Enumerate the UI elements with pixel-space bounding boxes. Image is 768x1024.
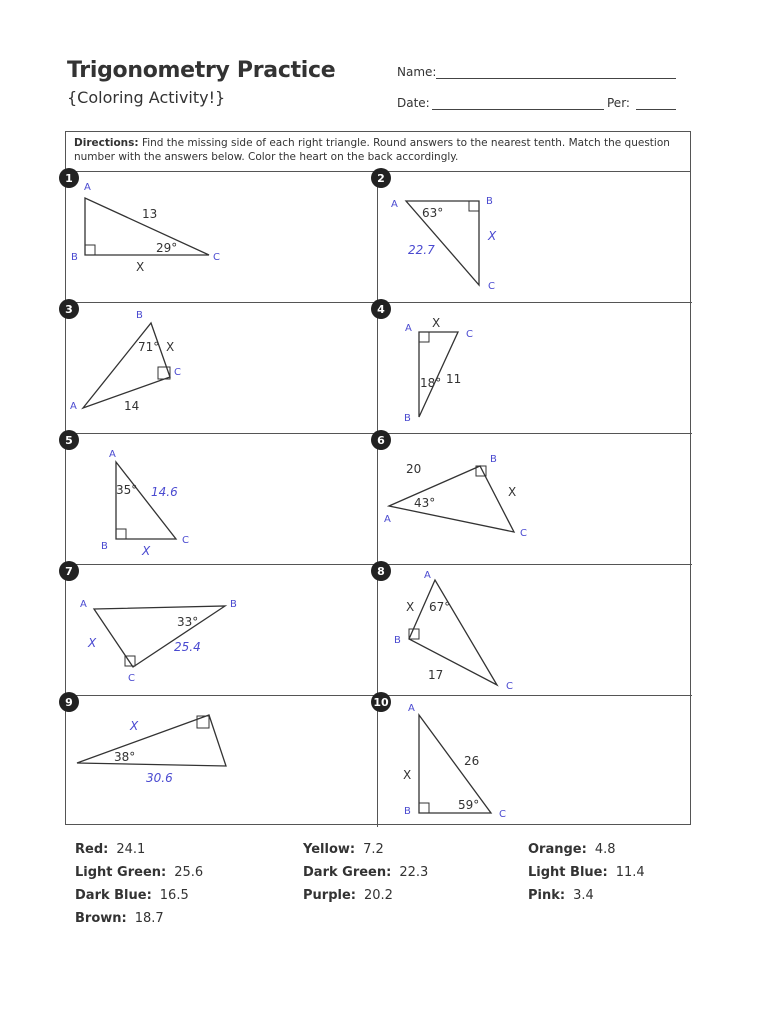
given-side-label: 11	[446, 372, 462, 386]
answer-dark-green: Dark Green: 22.3	[303, 865, 429, 880]
problem-cell-8	[378, 565, 692, 696]
given-angle-label: 63°	[422, 206, 444, 220]
vertex-label: B	[404, 806, 411, 817]
vertex-label: C	[466, 329, 473, 340]
given-side-label: 14	[124, 399, 140, 413]
vertex-label: A	[424, 570, 431, 581]
problem-cell-1	[66, 172, 378, 303]
given-angle-label: 59°	[458, 798, 480, 812]
problem-number-badge: 3	[59, 299, 79, 319]
vertex-label: A	[405, 323, 412, 334]
right-triangle-diagram	[378, 696, 688, 826]
triangle-outline	[83, 323, 170, 408]
problem-number-badge: 9	[59, 692, 79, 712]
vertex-label: A	[70, 401, 77, 412]
given-side-label: 17	[428, 668, 444, 682]
period-label: Per:	[607, 96, 630, 110]
answer-dark-blue: Dark Blue: 16.5	[75, 888, 189, 903]
vertex-label: C	[128, 673, 135, 684]
right-triangle-diagram	[66, 696, 376, 826]
problem-number-badge: 6	[371, 430, 391, 450]
page-subtitle: {Coloring Activity!}	[67, 88, 226, 107]
problem-number-badge: 7	[59, 561, 79, 581]
problem-cell-2	[378, 172, 692, 303]
vertex-label: A	[391, 199, 398, 210]
right-angle-marker	[116, 529, 126, 539]
given-side-label: 30.6	[146, 771, 173, 785]
right-angle-marker	[85, 245, 95, 255]
problem-cell-4	[378, 303, 692, 434]
problem-number-badge: 2	[371, 168, 391, 188]
given-angle-label: 43°	[414, 496, 436, 510]
answer-key	[75, 842, 695, 942]
unknown-side-label: X	[88, 636, 97, 650]
vertex-label: A	[384, 514, 391, 525]
problem-number-badge: 10	[371, 692, 391, 712]
vertex-label: B	[136, 310, 143, 321]
answer-yellow: Yellow: 7.2	[303, 842, 384, 857]
problem-number-badge: 5	[59, 430, 79, 450]
unknown-side-label: X	[488, 229, 497, 243]
date-label: Date:	[397, 96, 430, 110]
problem-cell-6	[378, 434, 692, 565]
vertex-label: C	[499, 809, 506, 820]
vertex-label: C	[488, 281, 495, 292]
triangle-outline	[116, 462, 176, 539]
unknown-side-label: X	[142, 544, 151, 558]
answer-pink: Pink: 3.4	[528, 888, 594, 903]
problem-cell-10	[373, 695, 692, 827]
vertex-label: C	[213, 252, 220, 263]
answer-light-green: Light Green: 25.6	[75, 865, 204, 880]
answer-orange: Orange: 4.8	[528, 842, 616, 857]
triangle-outline	[409, 580, 497, 685]
right-triangle-diagram	[66, 172, 376, 302]
given-side-label: 25.4	[174, 640, 201, 654]
unknown-side-label: X	[432, 316, 441, 330]
right-triangle-diagram	[66, 303, 376, 433]
date-field[interactable]	[432, 109, 604, 110]
unknown-side-label: X	[403, 768, 412, 782]
page-title: Trigonometry Practice	[67, 58, 336, 83]
given-angle-label: 71°	[138, 340, 160, 354]
answer-red: Red: 24.1	[75, 842, 146, 857]
right-angle-marker	[419, 803, 429, 813]
vertex-label: B	[394, 635, 401, 646]
problem-number-badge: 4	[371, 299, 391, 319]
problem-cell-5	[66, 434, 378, 565]
problem-number-badge: 1	[59, 168, 79, 188]
given-angle-label: 35°	[116, 483, 138, 497]
vertex-label: A	[408, 703, 415, 714]
right-triangle-diagram	[378, 565, 688, 695]
given-angle-label: 67°	[429, 600, 451, 614]
vertex-label: B	[404, 413, 411, 424]
triangle-outline	[77, 715, 226, 766]
vertex-label: B	[486, 196, 493, 207]
given-side-label: 26	[464, 754, 480, 768]
directions-box	[66, 132, 690, 172]
problem-cell-3	[66, 303, 378, 434]
answer-brown: Brown: 18.7	[75, 911, 164, 926]
name-field[interactable]	[436, 78, 676, 79]
right-angle-marker	[419, 332, 429, 342]
name-label: Name:	[397, 65, 437, 79]
given-angle-label: 29°	[156, 241, 178, 255]
vertex-label: C	[174, 367, 181, 378]
unknown-side-label: X	[508, 485, 517, 499]
unknown-side-label: X	[166, 340, 175, 354]
unknown-side-label: X	[130, 719, 139, 733]
given-angle-label: 33°	[177, 615, 199, 629]
unknown-side-label: X	[406, 600, 415, 614]
vertex-label: A	[80, 599, 87, 610]
triangle-outline	[94, 606, 225, 667]
given-side-label: 13	[142, 207, 158, 221]
directions-label: Directions:	[74, 137, 139, 149]
answer-light-blue: Light Blue: 11.4	[528, 865, 645, 880]
vertex-label: B	[230, 599, 237, 610]
unknown-side-label: X	[136, 260, 145, 274]
answer-purple: Purple: 20.2	[303, 888, 393, 903]
period-field[interactable]	[636, 109, 676, 110]
problem-cell-7	[66, 565, 378, 696]
triangle-outline	[419, 715, 491, 813]
vertex-label: C	[520, 528, 527, 539]
vertex-label: B	[490, 454, 497, 465]
given-angle-label: 18°	[420, 376, 442, 390]
given-angle-label: 38°	[114, 750, 136, 764]
given-side-label: 20	[406, 462, 422, 476]
vertex-label: B	[101, 541, 108, 552]
vertex-label: B	[71, 252, 78, 263]
problem-cell-9	[66, 696, 378, 827]
given-side-label: 14.6	[151, 485, 178, 499]
right-angle-marker	[469, 201, 479, 211]
vertex-label: A	[109, 449, 116, 460]
given-side-label: 22.7	[408, 243, 435, 257]
right-triangle-diagram	[66, 434, 376, 564]
right-triangle-diagram	[66, 565, 376, 695]
right-triangle-diagram	[378, 303, 688, 433]
directions-text: Find the missing side of each right triangle. Round answers to the nearest tenth. Match the question number with the answers below. Color the heart on the back accordingly.	[74, 137, 670, 163]
worksheet-grid	[65, 131, 691, 825]
right-triangle-diagram	[378, 434, 688, 564]
vertex-label: C	[506, 681, 513, 692]
right-triangle-diagram	[378, 172, 688, 302]
vertex-label: A	[84, 182, 91, 193]
vertex-label: C	[182, 535, 189, 546]
problem-number-badge: 8	[371, 561, 391, 581]
